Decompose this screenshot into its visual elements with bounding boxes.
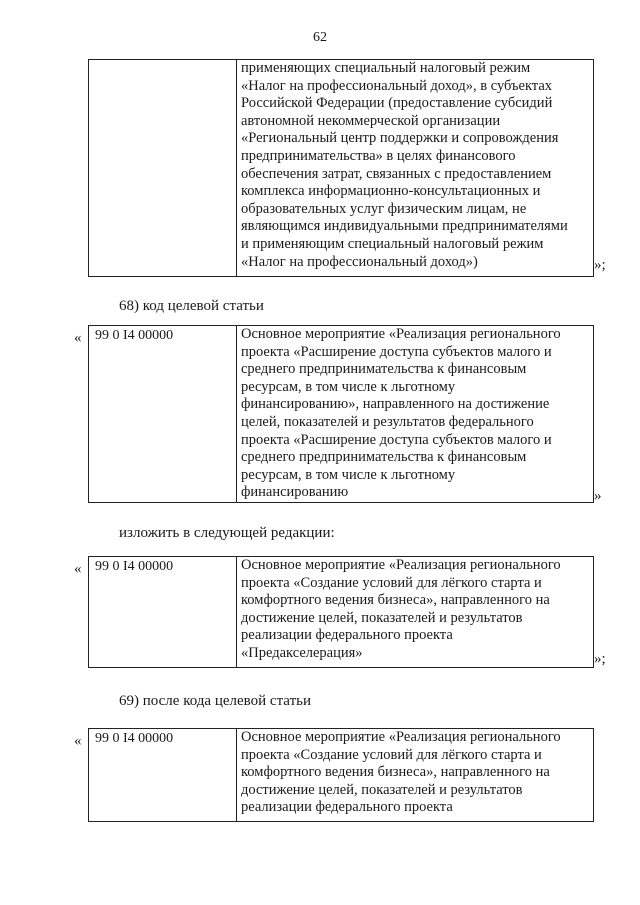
- desc-line: реализации федерального проекта: [241, 627, 453, 644]
- close-quote: »;: [594, 257, 606, 273]
- desc-line: образовательных услуг физическим лицам, не: [241, 200, 527, 217]
- code-cell: 99 0 I4 00000: [89, 557, 237, 668]
- code-cell: 99 0 I4 00000: [89, 326, 237, 503]
- desc-line: реализации федерального проекта: [241, 799, 453, 816]
- desc-line: целей, показателей и результатов федерального: [241, 413, 534, 430]
- description-cell: [237, 557, 594, 668]
- open-quote: «: [74, 561, 82, 577]
- edit-caption: изложить в следующей редакции:: [119, 525, 335, 541]
- desc-line: проекта «Расширение доступа субъектов малого и: [241, 431, 552, 448]
- budget-table-new: [88, 556, 594, 668]
- desc-line: комплекса информационно-консультационных и: [241, 183, 541, 200]
- desc-line: автономной некоммерческой организации: [241, 112, 501, 129]
- description-cell: [237, 60, 594, 277]
- description-cell: [237, 326, 594, 503]
- desc-line: «Налог на профессиональный доход»): [241, 253, 478, 270]
- page-number: 62: [313, 30, 327, 45]
- item-68-heading: 68) код целевой статьи: [119, 298, 264, 314]
- desc-line: предпринимательства» в целях финансового: [241, 147, 516, 164]
- open-quote: «: [74, 733, 82, 749]
- desc-line: финансированию: [241, 484, 349, 501]
- desc-line: обеспечения затрат, связанных с предоставлением: [241, 165, 552, 182]
- desc-line: достижение целей, показателей и результатов: [241, 609, 523, 626]
- desc-line: «Предакселерация»: [241, 644, 363, 661]
- desc-line: проекта «Создание условий для лёгкого старта и: [241, 574, 542, 591]
- item-69-heading: 69) после кода целевой статьи: [119, 693, 312, 709]
- open-quote: «: [74, 330, 82, 346]
- desc-line: являющимся индивидуальными предпринимателями: [241, 218, 568, 235]
- desc-line: комфортного ведения бизнеса», направленного на: [241, 592, 550, 609]
- desc-line: проекта «Создание условий для лёгкого старта и: [241, 746, 542, 763]
- budget-table-next: [88, 728, 594, 822]
- close-quote: »: [594, 488, 602, 504]
- description-cell: [237, 729, 594, 822]
- desc-line: «Налог на профессиональный доход», в субъектах: [241, 77, 553, 94]
- desc-line: проекта «Расширение доступа субъектов малого и: [241, 343, 552, 360]
- desc-line: Российской Федерации (предоставление субсидий: [241, 95, 553, 112]
- desc-line: ресурсам, в том числе к льготному: [241, 466, 456, 483]
- desc-line: Основное мероприятие «Реализация регионального: [241, 326, 561, 342]
- desc-line: Основное мероприятие «Реализация регионального: [241, 557, 561, 573]
- desc-line: Основное мероприятие «Реализация регионального: [241, 729, 561, 745]
- desc-line: ресурсам, в том числе к льготному: [241, 378, 456, 395]
- desc-line: «Региональный центр поддержки и сопровождения: [241, 130, 559, 147]
- desc-line: и применяющим специальный налоговый режим: [241, 235, 544, 252]
- code-cell-empty: [89, 60, 237, 277]
- budget-table-continued: [88, 59, 594, 277]
- close-quote: »;: [594, 651, 606, 667]
- desc-line: комфортного ведения бизнеса», направленного на: [241, 764, 550, 781]
- budget-table-old: [88, 325, 594, 503]
- desc-line: финансированию», направленного на достижение: [241, 396, 550, 413]
- desc-line: среднего предпринимательства к финансовым: [241, 361, 527, 378]
- desc-line: среднего предпринимательства к финансовым: [241, 449, 527, 466]
- code-cell: 99 0 I4 00000: [89, 729, 237, 822]
- desc-line: применяющих специальный налоговый режим: [241, 60, 531, 76]
- desc-line: достижение целей, показателей и результатов: [241, 781, 523, 798]
